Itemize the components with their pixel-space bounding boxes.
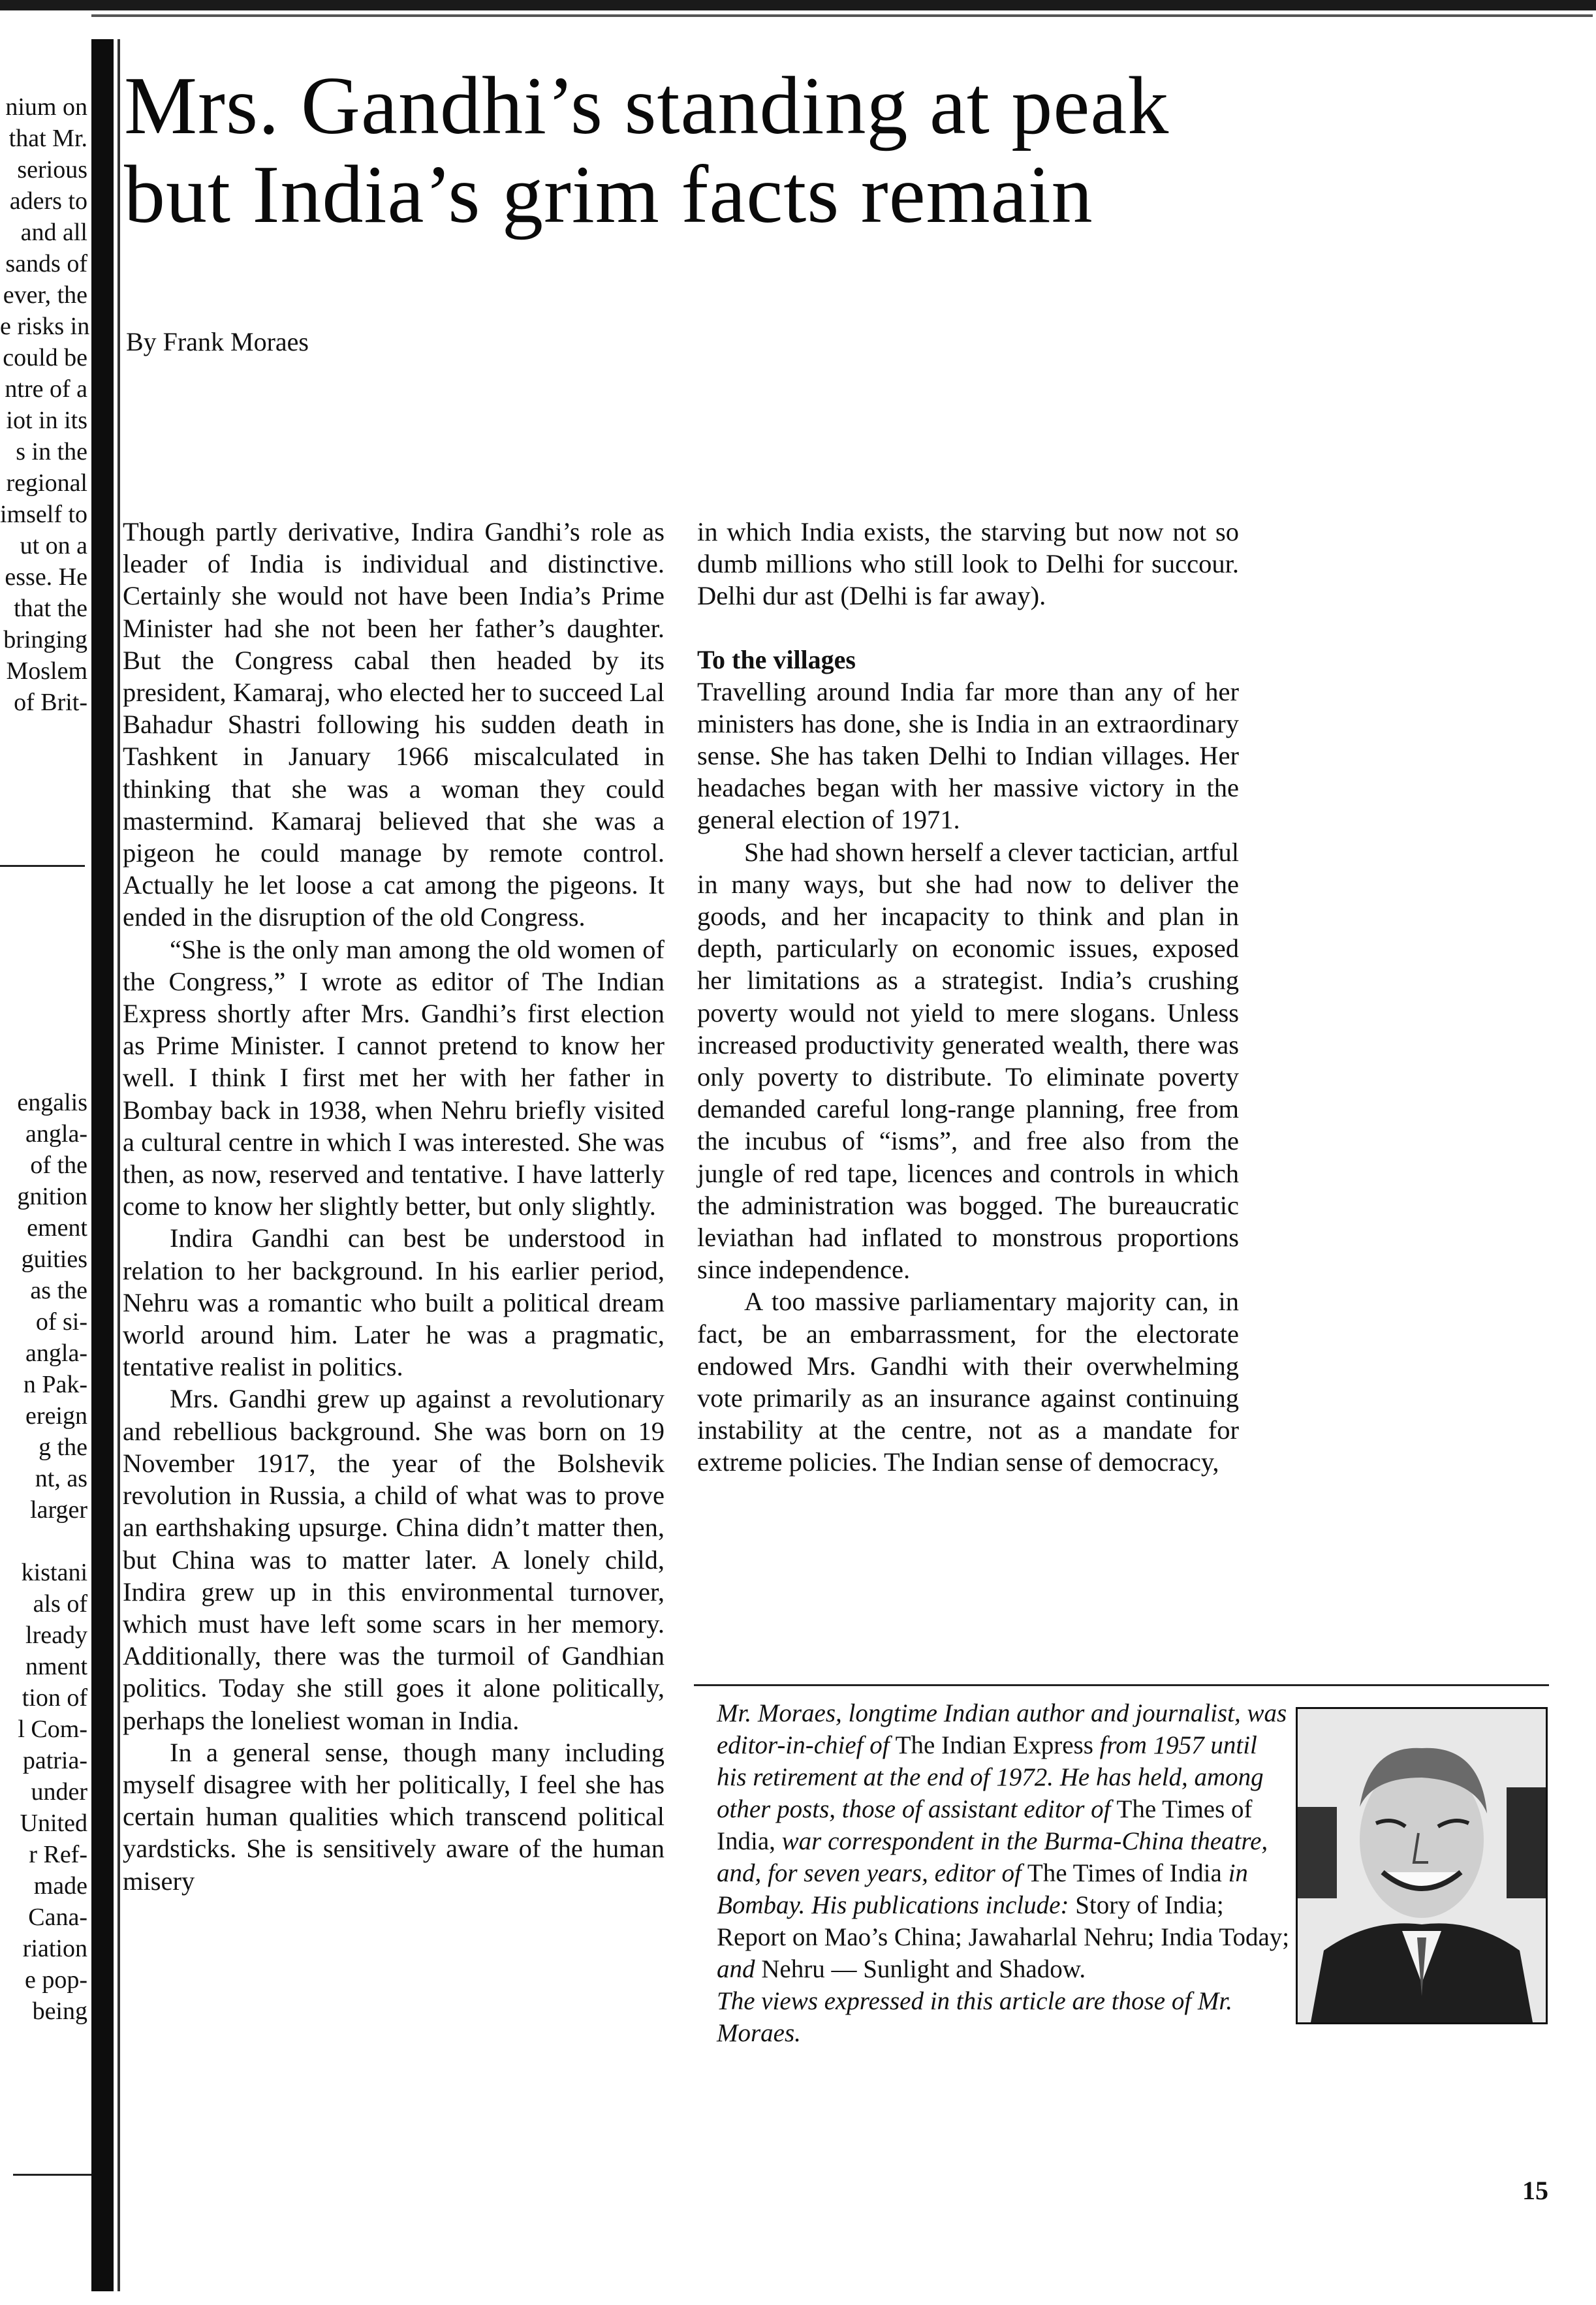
adjacent-page-line: ut on a: [20, 532, 87, 559]
headline-line-2: but India’s grim facts remain: [124, 149, 1093, 240]
adjacent-page-line: tion of: [22, 1684, 87, 1712]
adjacent-page-line: ereign: [25, 1402, 87, 1430]
adjacent-page-line: that the: [14, 595, 87, 622]
paragraph: A too massive parliamentary majority can, in fact, be an embarrassment, for the electorate endowed Mrs. Gandhi with their overwhelming vote primarily as an insurance against continuing instability at the centre, not as a mandate for extreme policies. The Indian sense of democracy,: [697, 1287, 1239, 1477]
adjacent-page-line: United: [20, 1810, 87, 1837]
adjacent-page-line: of si-: [35, 1308, 87, 1336]
adjacent-page-line: guities: [21, 1246, 87, 1273]
adjacent-page-line: ement: [27, 1214, 87, 1242]
adjacent-page-line: Moslem: [6, 657, 87, 685]
adjacent-page-line: angla-: [25, 1120, 87, 1148]
adjacent-page-line: lready: [25, 1622, 87, 1649]
author-bio: [717, 1697, 1291, 2049]
adjacent-page-line: n Pak-: [23, 1371, 87, 1398]
adjacent-page-divider: [0, 865, 85, 867]
bio-publication: The Times of India,: [717, 1795, 1253, 1855]
author-photo: [1296, 1707, 1548, 2024]
adjacent-page-line: iot in its: [6, 407, 87, 434]
bio-divider: [694, 1684, 1549, 1686]
adjacent-page-line: patria-: [22, 1747, 87, 1774]
adjacent-page-line: esse. He: [5, 563, 87, 591]
adjacent-page-line: bringing: [3, 626, 87, 653]
bio-disclaimer: The views expressed in this article are those of Mr. Moraes.: [717, 1987, 1232, 2047]
paragraph: in which India exists, the starving but now not so dumb millions who still look to Delhi for succour. Delhi dur ast (Delhi is far away).: [697, 517, 1239, 611]
adjacent-page-line: imself to: [0, 501, 88, 528]
bio-text: and: [717, 1955, 755, 1983]
paragraph: In a general sense, though many including myself disagree with her politically, I feel she has certain human qualities which transcend political yardsticks. She is sensitively aware of the human misery: [123, 1737, 665, 1896]
adjacent-page-line: engalis: [17, 1089, 87, 1116]
article-column-1: [123, 516, 665, 1897]
bio-publication: Nehru — Sunlight and Shadow.: [761, 1955, 1086, 1983]
adjacent-page-line: aders to: [9, 187, 87, 215]
bio-publications-list: Story of India; Report on Mao’s China; Jawaharlal Nehru; India Today;: [717, 1891, 1290, 1951]
bio-text: war correspondent in the Burma-China theatre, and, for seven years, editor of: [717, 1827, 1268, 1887]
paragraph: Mrs. Gandhi grew up against a revolutionary and rebellious background. She was born on 19 November 1917, the year of the Bolshevik revolution in Russia, a child of what was to prove an earthshaking upsurge. China didn’t matter then, but China was to matter later. A lonely child, Indira grew up in this environmental turnover, which must have left some scars in her memory. Additionally, there was the turmoil of Gandhian politics. Today she still goes it alone politically, perhaps the loneliest woman in India.: [123, 1384, 665, 1735]
adjacent-page-line: l Com-: [18, 1716, 87, 1743]
adjacent-page-line: ever, the: [3, 281, 87, 309]
page-number: 15: [1522, 2176, 1548, 2205]
bio-publication: The Indian Express: [895, 1731, 1093, 1759]
adjacent-page-line: ntre of a: [5, 375, 87, 403]
top-rule: [0, 0, 1596, 10]
paragraph: Though partly derivative, Indira Gandhi’s role as leader of India is individual and distinctive. Certainly she would not have been India’s Prime Minister had she not been her father’s daughter. But the Congress cabal then headed by its president, Kamaraj, who elected her to succeed Lal Bahadur Shastri following his sudden death in Tashkent in January 1966 miscalculated in thinking that she was a woman they could mastermind. Kamaraj believed that she was a pigeon he could manage by remote control. Actually he let loose a cat among the pigeons. It ended in the disruption of the old Congress.: [123, 517, 665, 932]
adjacent-page-line: being: [32, 1998, 87, 2025]
adjacent-page-line: e risks in: [0, 313, 90, 340]
adjacent-page-line: g the: [39, 1434, 87, 1461]
adjacent-page-line: regional: [6, 469, 87, 497]
adjacent-page-divider-bottom: [13, 2174, 91, 2176]
paragraph: Travelling around India far more than any of her ministers has done, she is India in an extraordinary sense. She has taken Delhi to Indian villages. Her headaches began with her massive victory in the general election of 1971.: [697, 676, 1239, 835]
binding-gutter: [91, 39, 114, 2291]
adjacent-page-line: als of: [33, 1590, 87, 1618]
paragraph: She had shown herself a clever tactician, artful in many ways, but she had now to deliver the goods, and her incapacity to think and plan in depth, particularly on economic issues, exposed her limitations as a strategist. India’s crushing poverty would not yield to mere slogans. Unless increased productivity generated wealth, there was only poverty to distribute. To eliminate poverty demanded careful long-range planning, free from the incubus of “isms”, and free also from the jungle of red tape, licences and controls in which the administration was bogged. The bureaucratic leviathan had inflated to monstrous proportions since independence.: [697, 837, 1239, 1285]
headline-line-1: Mrs. Gandhi’s standing at peak: [124, 61, 1170, 151]
adjacent-page-line: of Brit-: [14, 689, 87, 716]
bio-text: Mr. Moraes, longtime Indian author and journalist, was editor-in-chief of: [717, 1699, 1287, 1759]
adjacent-page-line: could be: [3, 344, 87, 371]
adjacent-page-line: riation: [22, 1935, 87, 1962]
adjacent-page-line: of the: [30, 1152, 87, 1179]
article-column-2: [697, 516, 1239, 1479]
top-rule-secondary: [91, 14, 1593, 17]
adjacent-page-line: that Mr.: [8, 125, 87, 152]
adjacent-page-line: angla-: [25, 1340, 87, 1367]
adjacent-page-line: under: [31, 1778, 87, 1806]
adjacent-page-line: r Ref-: [29, 1841, 87, 1868]
adjacent-page-line: sands of: [5, 250, 87, 277]
adjacent-page-text-bottom: [0, 1087, 91, 2027]
subheading: To the villages: [697, 644, 856, 674]
byline: By Frank Moraes: [126, 327, 309, 356]
bio-text: from 1957 until his retirement at the end of 1972. He has held, among other posts, those of assistant editor of: [717, 1731, 1264, 1823]
adjacent-page-line: nt, as: [35, 1465, 87, 1492]
adjacent-page-line: made: [33, 1872, 87, 1900]
adjacent-page-line: [0, 1526, 91, 1557]
adjacent-page-line: as the: [30, 1277, 87, 1304]
paragraph: “She is the only man among the old women of the Congress,” I wrote as editor of The Indian Express shortly after Mrs. Gandhi’s first election as Prime Minister. I cannot pretend to know her well. I think I first met her with her father in Bombay back in 1938, when Nehru briefly visited a cultural centre in which I was interested. She was then, as now, reserved and tentative. I have latterly come to know her slightly better, but only slightly.: [123, 934, 665, 1221]
paragraph: Indira Gandhi can best be understood in relation to her background. In his earlier period, Nehru was a romantic who built a political dream world around him. Later he was a pragmatic, tentative realist in politics.: [123, 1223, 665, 1382]
adjacent-page-line: s in the: [16, 438, 87, 465]
adjacent-page-line: kistani: [21, 1559, 87, 1586]
adjacent-page-line: and all: [20, 219, 87, 246]
adjacent-page-line: e pop-: [24, 1966, 87, 1994]
binding-gutter-edge: [117, 39, 120, 2291]
adjacent-page-line: larger: [30, 1496, 87, 1524]
adjacent-page-line: nment: [25, 1653, 87, 1680]
adjacent-page-line: Cana-: [28, 1904, 87, 1931]
adjacent-page-line: serious: [17, 156, 87, 183]
headline: [124, 62, 1299, 240]
adjacent-page-line: nium on: [5, 93, 87, 121]
adjacent-page-line: gnition: [17, 1183, 87, 1210]
bio-publication: The Times of India: [1027, 1859, 1222, 1887]
adjacent-page-text-top: [0, 91, 91, 718]
bio-text: in Bombay. His publications include:: [717, 1859, 1248, 1919]
